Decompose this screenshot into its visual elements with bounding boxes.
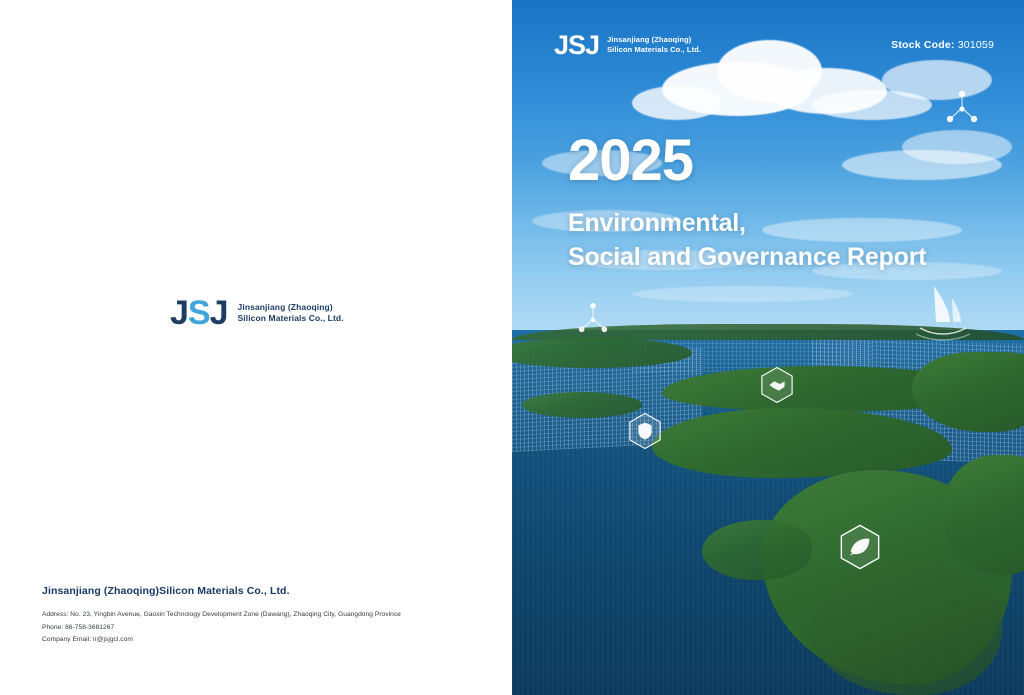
company-name-line-1-cover: Jinsanjiang (Zhaoqing) bbox=[607, 34, 692, 44]
handshake-hexagon-icon bbox=[760, 366, 794, 404]
molecule-icon-left bbox=[576, 300, 610, 343]
shield-hexagon-icon bbox=[628, 412, 662, 450]
back-cover-company-name bbox=[238, 302, 344, 325]
jsj-letter-j2: J bbox=[209, 294, 228, 332]
stock-code-label: Stock Code: bbox=[891, 39, 955, 51]
front-cover-page bbox=[512, 0, 1024, 695]
contact-phone: Phone: 86-758-3681267 bbox=[42, 623, 115, 631]
contact-email: Company Email: ir@jsjgcl.com bbox=[42, 636, 133, 644]
jsj-letter-j1: J bbox=[170, 294, 188, 332]
jsj-letter-j1-cover: J bbox=[554, 29, 569, 60]
contact-block bbox=[42, 585, 472, 647]
island-main-shadow bbox=[812, 560, 1002, 695]
cover-title-block bbox=[568, 128, 927, 274]
jsj-wordmark-cover bbox=[554, 29, 600, 60]
front-cover-logo bbox=[554, 29, 702, 60]
jsj-wordmark bbox=[170, 296, 228, 330]
island-lower-left bbox=[702, 520, 812, 580]
front-cover-company-name bbox=[607, 35, 701, 55]
jsj-letter-s: S bbox=[187, 294, 210, 332]
sailboat-icon bbox=[890, 278, 970, 353]
contact-company-title: Jinsanjiang (Zhaoqing)Silicon Materials Co., Ltd. bbox=[42, 585, 290, 597]
cover-header bbox=[512, 0, 1024, 90]
stock-code bbox=[891, 39, 994, 51]
company-name-line-1: Jinsanjiang (Zhaoqing) bbox=[237, 301, 333, 312]
stock-code-value: 301059 bbox=[957, 39, 994, 51]
contact-address: Address: No. 23, Yingbin Avenue, Gaoxin Technology Development Zone (Dawang), Zhaoqing City, Guangdong Province bbox=[42, 611, 401, 618]
company-name-line-2-cover: Silicon Materials Co., Ltd. bbox=[607, 45, 702, 54]
back-cover-logo bbox=[170, 296, 344, 330]
molecule-icon-top-right bbox=[944, 88, 980, 133]
report-title-line-1: Environmental, bbox=[568, 209, 746, 237]
company-name-line-2: Silicon Materials Co., Ltd. bbox=[237, 313, 344, 323]
report-title-line-2: Social and Governance Report bbox=[568, 243, 927, 271]
leaf-hexagon-icon bbox=[839, 524, 881, 570]
island-left-small bbox=[522, 392, 642, 418]
jsj-letter-s-cover: S bbox=[568, 29, 586, 60]
jsj-letter-j2-cover: J bbox=[585, 29, 600, 60]
report-year: 2025 bbox=[568, 128, 694, 193]
